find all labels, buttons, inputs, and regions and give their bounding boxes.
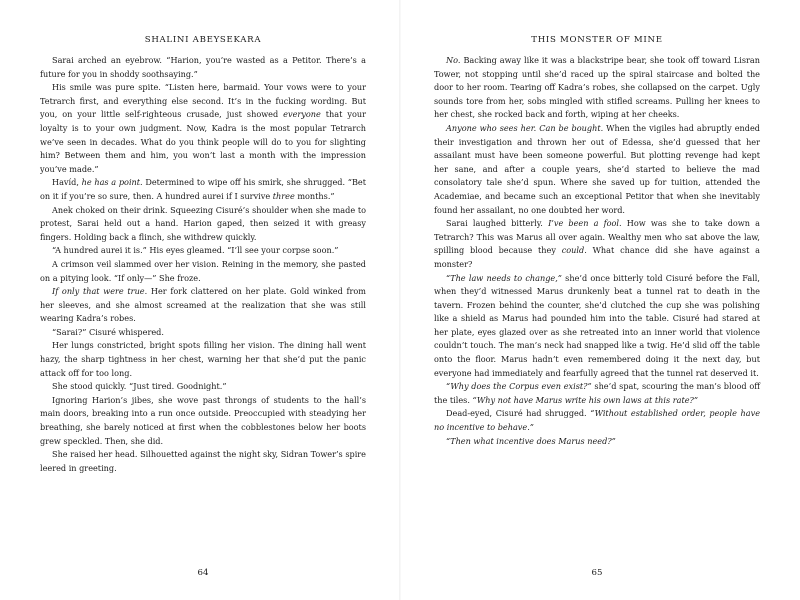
text-run: When the vigiles had abruptly ended their investigation and thrown her out of Edessa, she’d guessed that her assailant must have been someone powerful. But plotting revenge had kept her sane, and after a couple years, she’d started to believe the mad consolatory tale she’d spun. Where she saved up for tuition, attended the Academiae, and became such an exceptional Petitor that when she inevitably found her assailant, no one doubted her word. xyxy=(434,122,760,215)
italic-text: he has a point. xyxy=(81,177,143,188)
italic-text: “Why not have Marus write his own laws at this rate?” xyxy=(472,394,699,405)
text-run: “A hundred aurei it is.” His eyes gleamed. “I’ll see your corpse soon.” xyxy=(52,245,339,256)
running-head-title: THIS MONSTER OF MINE xyxy=(531,35,663,45)
italic-text: “Without established order, people have no incentive to behave.” xyxy=(434,408,760,433)
text-run: Her lungs constricted, bright spots filling her vision. The dining hall went hazy, the sharp tightness in her chest, warning her that she’d put the panic attack off for too long. xyxy=(40,340,366,378)
text-run: Ignoring Harion’s jibes, she wove past throngs of students to the hall’s main doors, breaking into a run once outside. Preoccupied with steadying her breathing, she barely noticed at first when the cobblestones below her boots grew speckled. Then, she did. xyxy=(40,394,366,446)
paragraph xyxy=(434,272,760,381)
text-run: Her fork clattered on her plate. Gold winked from her sleeves, and she almost screamed at the realization that she was still wearing Kadra’s robes. xyxy=(40,286,366,324)
italic-text: everyone xyxy=(283,109,321,120)
text-run: A crimson veil slammed over her vision. Reining in the memory, she pasted on a pitying look. “If only—” She froze. xyxy=(40,258,366,283)
text-run: “Sarai?” Cisuré whispered. xyxy=(52,326,164,337)
text-run: Havíd, xyxy=(52,177,82,188)
italic-text: No. xyxy=(446,55,461,65)
paragraph xyxy=(434,435,760,449)
paragraph xyxy=(40,176,366,203)
paragraph xyxy=(434,380,760,407)
text-run: She stood quickly. “Just tired. Goodnight.” xyxy=(52,381,227,392)
italic-text: “Why does the Corpus even exist?” xyxy=(446,381,592,392)
paragraph xyxy=(40,81,366,176)
paragraph xyxy=(40,204,366,245)
paragraph xyxy=(40,54,366,81)
paragraph xyxy=(40,380,366,394)
italic-text: Anyone who sees her. Can be bought. xyxy=(446,122,604,133)
paragraph xyxy=(434,54,760,122)
text-run: Sarai laughed bitterly. xyxy=(446,218,549,229)
page-number: 64 xyxy=(197,568,209,578)
paragraph xyxy=(40,339,366,380)
paragraph xyxy=(40,326,366,340)
paragraph xyxy=(40,258,366,285)
text-run: His smile was pure spite. “Listen here, barmaid. Your vows were to your Tetrarch first, and everything else second. It’s in the fucking wording. But you, on your little self-righteous crusade, just showed xyxy=(40,82,366,120)
italic-text: “The law needs to change,” xyxy=(446,272,562,283)
text-run: Backing away like it was a blackstripe bear, she took off toward Lisran Tower, not stopping until she’d raced up the spiral staircase and bolted the door to her room. Tearing off Kadra’s robes, she collapsed on the carpet. Ugly sounds tore from her, sobs mingled with stifled screams. Pulling her knees to her chest, she rocked back and forth, wiping at her cheeks. xyxy=(434,55,760,120)
paragraph xyxy=(40,285,366,326)
left-page-body xyxy=(40,54,366,475)
italic-text: I’ve been a fool. xyxy=(548,218,622,229)
text-run: What chance did she have against a monster? xyxy=(434,245,760,269)
text-run: that your loyalty is to your own judgment. Now, Kadra is the most popular Tetrarch we’ve seen in decades. What do you think people will do to you for slighting him? Between them and him, you won’t last a month with the impression you’ve made.” xyxy=(40,109,366,174)
italic-text: could. xyxy=(561,245,587,256)
paragraph xyxy=(40,394,366,448)
text-run: Determined to wipe off his smirk, she shrugged. “Bet on it if you’re so sure, then. A hundred aurei if I survive xyxy=(40,177,366,201)
italic-text: three xyxy=(272,190,295,201)
text-run: she’d spat, scouring the man’s blood off the tiles. xyxy=(434,381,760,405)
page-number: 65 xyxy=(591,568,603,578)
text-run: She raised her head. Silhouetted against the night sky, Sidran Tower’s spire leered in greeting. xyxy=(40,449,366,473)
paragraph xyxy=(40,448,366,475)
text-run: Dead-eyed, Cisuré had shrugged. xyxy=(446,408,591,419)
text-run: Sarai arched an eyebrow. “Harion, you’re wasted as a Petitor. There’s a future for you in shoddy soothsaying.” xyxy=(40,55,366,79)
italic-text: “Then what incentive does Marus need?” xyxy=(446,435,616,446)
text-run: How was she to take down a Tetrarch? This was Marus all over again. Wealthy men who sat above the law, spilling blood because they xyxy=(434,218,761,256)
right-page-body xyxy=(434,54,760,448)
paragraph xyxy=(434,217,760,271)
running-head-author: SHALINI ABEYSEKARA xyxy=(144,35,262,45)
text-run: she’d once bitterly told Cisuré before the Fall, when they’d witnessed Marus drunkenly beat a tunnel rat to death in the tavern. Frozen behind the counter, she’d clutched the cup she was polishing like a shield as Marus had pounded him into the table. Cisuré had stared at her plate, eyes glazed over as she retreated into an inner world that violence couldn’t touch. The man’s neck had snapped like a twig. He’d slid off the table onto the floor. Marus hadn’t even remembered doing it the next day, but everyone had immediately and fearfully agreed that the tunnel rat deserved it. xyxy=(434,272,760,378)
text-run: Anek choked on their drink. Squeezing Cisuré’s shoulder when she made to protest, Sarai held out a hand. Harion gaped, then seized it with greasy fingers. Holding back a flinch, she withdrew quickly. xyxy=(40,204,366,242)
paragraph xyxy=(40,244,366,258)
paragraph xyxy=(434,407,760,434)
italic-text: If only that were true. xyxy=(52,286,148,297)
paragraph xyxy=(434,122,760,217)
text-run: months.” xyxy=(294,190,335,201)
right-page xyxy=(400,0,800,600)
